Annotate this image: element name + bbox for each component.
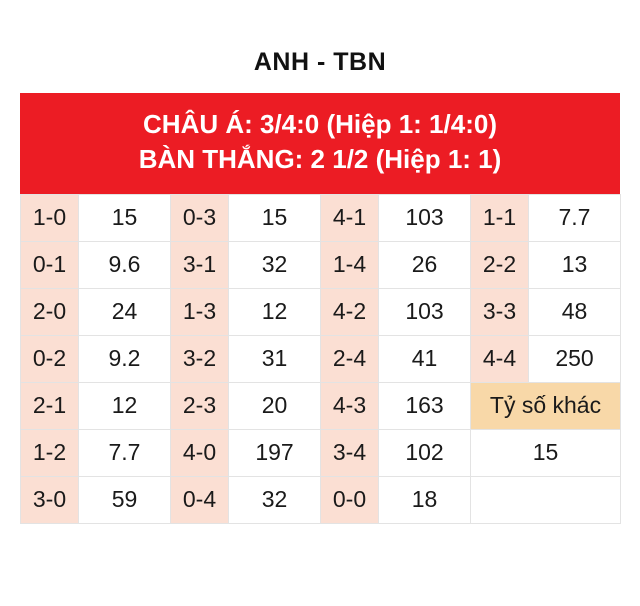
odds-value-cell: 15 xyxy=(471,429,621,476)
odds-value-cell: 9.2 xyxy=(79,335,171,382)
other-score-label-cell: Tỷ số khác xyxy=(471,382,621,429)
odds-value-cell: 59 xyxy=(79,476,171,523)
score-cell: 2-1 xyxy=(21,382,79,429)
score-cell: 2-4 xyxy=(321,335,379,382)
score-cell: 2-2 xyxy=(471,241,529,288)
odds-value-cell: 163 xyxy=(379,382,471,429)
score-cell: 4-2 xyxy=(321,288,379,335)
odds-board xyxy=(20,93,620,524)
empty-cell xyxy=(471,476,621,523)
score-cell: 0-4 xyxy=(171,476,229,523)
score-cell: 1-4 xyxy=(321,241,379,288)
header-band xyxy=(20,93,620,194)
odds-value-cell: 103 xyxy=(379,288,471,335)
odds-value-cell: 32 xyxy=(229,476,321,523)
score-cell: 2-0 xyxy=(21,288,79,335)
table-row xyxy=(21,335,621,382)
odds-value-cell: 13 xyxy=(529,241,621,288)
goal-line: BÀN THẮNG: 2 1/2 (Hiệp 1: 1) xyxy=(138,144,502,175)
score-cell: 3-3 xyxy=(471,288,529,335)
odds-value-cell: 7.7 xyxy=(529,194,621,241)
score-cell: 3-1 xyxy=(171,241,229,288)
table-row xyxy=(21,476,621,523)
table-row xyxy=(21,429,621,476)
score-cell: 3-2 xyxy=(171,335,229,382)
score-cell: 3-4 xyxy=(321,429,379,476)
score-cell: 3-0 xyxy=(21,476,79,523)
score-cell: 0-2 xyxy=(21,335,79,382)
score-cell: 4-0 xyxy=(171,429,229,476)
table-row xyxy=(21,194,621,241)
odds-value-cell: 24 xyxy=(79,288,171,335)
correct-score-table xyxy=(20,194,621,524)
table-row xyxy=(21,382,621,429)
odds-value-cell: 102 xyxy=(379,429,471,476)
odds-value-cell: 197 xyxy=(229,429,321,476)
odds-value-cell: 7.7 xyxy=(79,429,171,476)
score-cell: 0-1 xyxy=(21,241,79,288)
odds-value-cell: 9.6 xyxy=(79,241,171,288)
score-cell: 1-1 xyxy=(471,194,529,241)
odds-value-cell: 250 xyxy=(529,335,621,382)
score-cell: 4-3 xyxy=(321,382,379,429)
odds-value-cell: 103 xyxy=(379,194,471,241)
score-cell: 1-0 xyxy=(21,194,79,241)
score-cell: 0-0 xyxy=(321,476,379,523)
odds-value-cell: 15 xyxy=(229,194,321,241)
asian-handicap-line: CHÂU Á: 3/4:0 (Hiệp 1: 1/4:0) xyxy=(143,109,497,139)
odds-value-cell: 18 xyxy=(379,476,471,523)
table-row xyxy=(21,288,621,335)
score-cell: 4-1 xyxy=(321,194,379,241)
odds-value-cell: 31 xyxy=(229,335,321,382)
score-cell: 0-3 xyxy=(171,194,229,241)
score-cell: 2-3 xyxy=(171,382,229,429)
page-title: ANH - TBN xyxy=(253,48,387,76)
score-cell: 4-4 xyxy=(471,335,529,382)
odds-value-cell: 32 xyxy=(229,241,321,288)
odds-value-cell: 15 xyxy=(79,194,171,241)
table-row xyxy=(21,241,621,288)
odds-value-cell: 12 xyxy=(229,288,321,335)
odds-value-cell: 41 xyxy=(379,335,471,382)
correct-score-table-body xyxy=(21,194,621,523)
score-cell: 1-3 xyxy=(171,288,229,335)
odds-value-cell: 12 xyxy=(79,382,171,429)
score-cell: 1-2 xyxy=(21,429,79,476)
odds-value-cell: 26 xyxy=(379,241,471,288)
odds-value-cell: 20 xyxy=(229,382,321,429)
odds-value-cell: 48 xyxy=(529,288,621,335)
